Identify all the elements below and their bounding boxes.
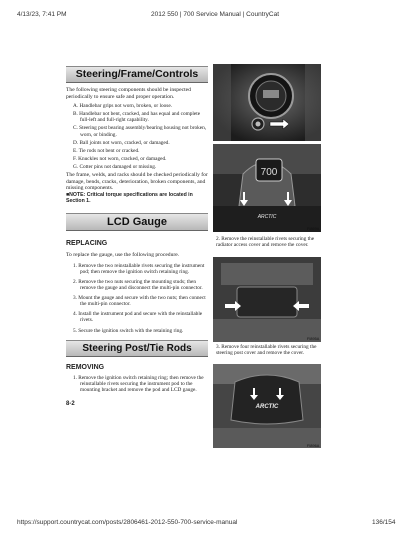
photo-steering-post-cover (213, 364, 321, 448)
steering-post-photo-illustration (213, 364, 321, 448)
step-caption-steering-post-cover: 3. Remove four reinstallable rivets securing the steering post cover and remove the cover. (216, 344, 317, 357)
subheading-replacing: REPLACING (66, 240, 108, 248)
left-column (66, 66, 208, 407)
step-item: 5. Secure the ignition switch with the retaining ring. (73, 327, 184, 334)
photo-radiator-cover (213, 257, 321, 342)
section-title-steering-post: Steering Post/Tie Rods (66, 340, 208, 357)
figure-label: FI895A (307, 337, 320, 341)
step-item: 2. Remove the two nuts securing the mounting studs; then remove the gauge and disconnect the multi-pin connector. (73, 279, 203, 292)
brand-logo-text: ARCTIC (255, 404, 279, 410)
step-caption-radiator-cover: 2. Remove the reinstallable rivets securing the radiator access cover and remove the cover. (216, 236, 315, 249)
list-item: E. Tie rods not bent or cracked. (73, 147, 140, 154)
step-item: 1. Remove the two reinstallable rivets securing the instrument pod; then remove the ignition switch retaining ring. (73, 262, 205, 275)
svg-text:ARCTIC: ARCTIC (257, 214, 277, 220)
section-title-steering-frame: Steering/Frame/Controls (66, 66, 208, 83)
gauge-photo-illustration (213, 64, 321, 141)
subheading-removing: REMOVING (66, 363, 105, 371)
figure-label: FI869A (307, 227, 320, 231)
photo-lcd-gauge (213, 64, 321, 141)
inspection-list (66, 103, 208, 170)
list-item: A. Handlebar grips not worn, broken, or loose. (73, 103, 173, 110)
lcd-intro: To replace the gauge, use the following procedure. (66, 252, 180, 259)
frame-check-paragraph: The frame, welds, and racks should be checked periodically for damage, bends, cracks, deterioration, broken components, and missing components. (66, 172, 208, 192)
figure-label: FI896A (307, 444, 320, 448)
torque-note: ■NOTE: Critical torque specifications are located in Section 1. (66, 191, 193, 205)
section-title-lcd-gauge: LCD Gauge (66, 213, 208, 231)
step-item: 1. Remove the ignition switch retaining ring; then remove the reinstallable rivets securing the instrument pod to the mounting bracket and remove the pod and LCD gauge. (73, 374, 204, 393)
list-item: D. Ball joints not worn, cracked, or damaged. (73, 139, 170, 146)
pod-photo-illustration (213, 144, 321, 232)
print-datetime: 4/13/23, 7:41 PM (17, 11, 67, 18)
list-item: G. Cotter pins not damaged or missing. (73, 163, 157, 170)
lcd-steps (66, 263, 208, 334)
page-number: 8-2 (66, 400, 75, 407)
list-item: B. Handlebar not bent, cracked, and has equal and complete full-left and full-right capability. (73, 111, 201, 124)
list-item: C. Steering post bearing assembly/bearing housing not broken, worn, or binding. (73, 125, 207, 138)
step-item: 3. Mount the gauge and secure with the two nuts; then connect the multi-pin connector. (73, 295, 206, 308)
print-doc-title: 2012 550 | 700 Service Manual | CountryCat (151, 11, 280, 18)
print-page-count: 136/154 (372, 519, 396, 526)
radiator-photo-illustration (213, 257, 321, 342)
step-item: 4. Install the instrument pod and secure with the reinstallable rivets. (73, 311, 203, 324)
steering-intro: The following steering components should be inspected periodically to ensure safe and proper operation. (66, 87, 191, 100)
list-item: F. Knuckles not worn, cracked, or damaged. (73, 155, 167, 162)
gauge-number: 700 (260, 167, 278, 178)
page-url: https://support.countrycat.com/posts/2806461-2012-550-700-service-manual (17, 519, 238, 526)
photo-instrument-pod (213, 144, 321, 232)
